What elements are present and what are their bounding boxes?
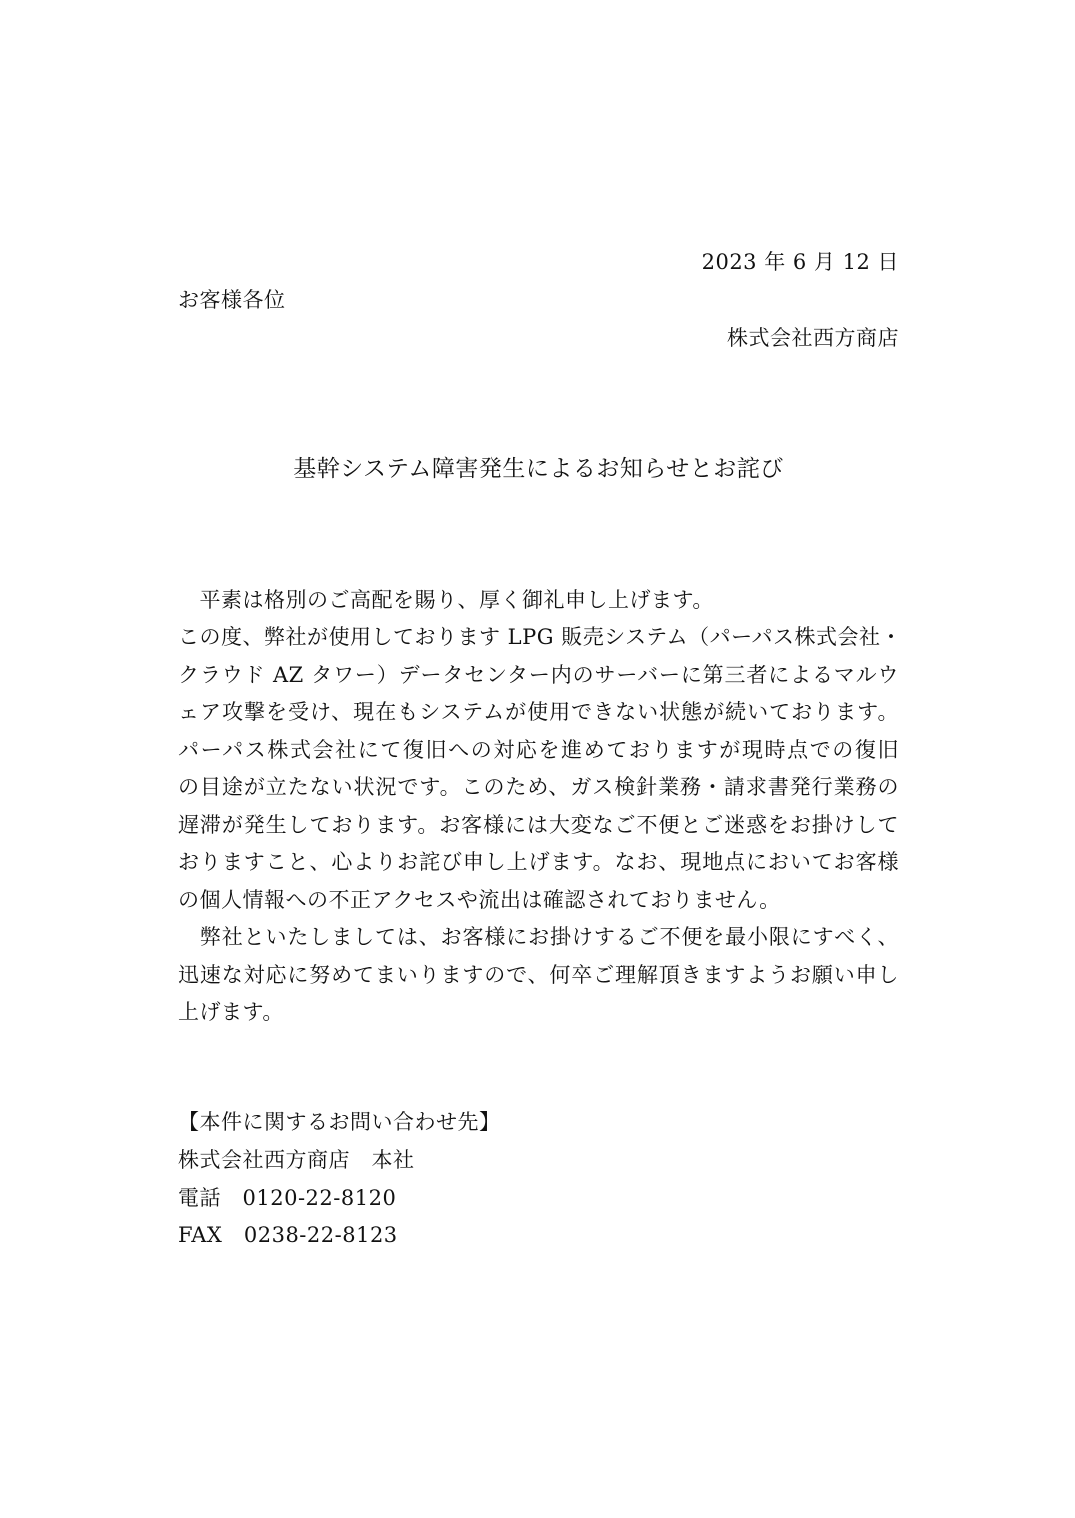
contact-phone: 電話 0120-22-8120 xyxy=(178,1186,397,1210)
body-line: 遅滞が発生しております。お客様には大変なご不便とご迷惑をお掛けして xyxy=(178,813,899,837)
body-line: ェア攻撃を受け、現在もシステムが使用できない状態が続いております。 xyxy=(178,700,899,724)
contact-company: 株式会社西方商店 本社 xyxy=(178,1148,415,1172)
body-line: パーパス株式会社にて復旧への対応を進めておりますが現時点での復旧 xyxy=(178,738,899,762)
document-date: 2023 年 6 月 12 日 xyxy=(701,250,899,274)
contact-fax: FAX 0238-22-8123 xyxy=(178,1223,398,1247)
sender-company: 株式会社西方商店 xyxy=(727,326,899,350)
recipient-line: お客様各位 xyxy=(178,288,286,312)
body-line: クラウド AZ タワー）データセンター内のサーバーに第三者によるマルウ xyxy=(178,663,899,687)
body-line: 迅速な対応に努めてまいりますので、何卒ご理解頂きますようお願い申し xyxy=(178,963,899,987)
body-line: この度、弊社が使用しております LPG 販売システム（パーパス株式会社・ xyxy=(178,625,903,649)
body-line: 弊社といたしましては、お客様にお掛けするご不便を最小限にすべく、 xyxy=(178,925,899,949)
body-line: の個人情報への不正アクセスや流出は確認されておりません。 xyxy=(178,888,781,912)
body-line: 平素は格別のご高配を賜り、厚く御礼申し上げます。 xyxy=(178,588,714,612)
body-line: の目途が立たない状況です。このため、ガス検針業務・請求書発行業務の xyxy=(178,775,899,799)
contact-heading: 【本件に関するお問い合わせ先】 xyxy=(178,1110,501,1134)
body-line: 上げます。 xyxy=(178,1000,284,1024)
document-title: 基幹システム障害発生によるお知らせとお詫び xyxy=(293,456,784,482)
body-line: おりますこと、心よりお詫び申し上げます。なお、現地点においてお客様 xyxy=(178,850,899,874)
